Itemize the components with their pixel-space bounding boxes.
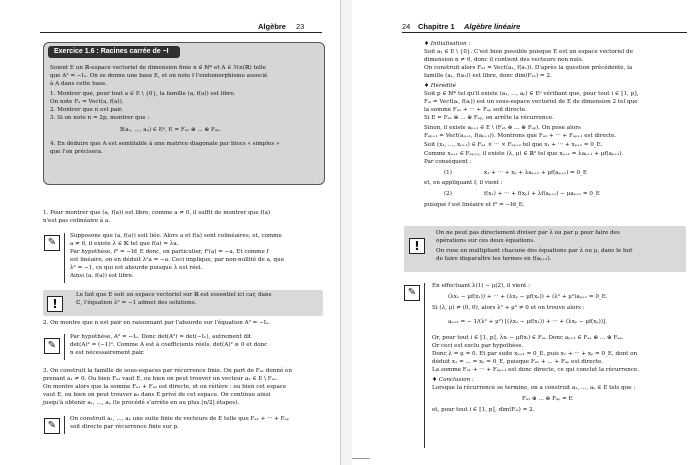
exercise-formula: ∃(a₁, ..., aₚ) ∈ Eᵖ, E = Fₐ₁ ⊕ ... ⊕ Fₐₚ. [120, 127, 222, 133]
right-header-title: Algèbre linéaire [464, 22, 521, 31]
page-bottom-mark [352, 458, 370, 459]
hered-line: Si E = Fₐ₁ ⊕ ... ⊕ Fₐₚ, on arrête la récurrence. [424, 115, 554, 121]
comment-bar [64, 233, 65, 283]
exercise-line: 4. En déduire que A est semblable à une matrice diagonale par blocs « simples » [50, 141, 280, 147]
left-page [0, 0, 340, 465]
answer-3-text: jusqu'à obtenir a₁, ..., aₚ (le procédé s'arrête en au plus ⌊n/2⌋ étapes). [43, 400, 240, 406]
calc-line: Donc λ = μ = 0. Et par suite xₚ₊₁ = 0_E, puis x₁ + ··· + xₚ = 0_E, dont on [432, 351, 638, 357]
comment-line: Ainsi (a, f(a)) est libre. [70, 273, 134, 279]
note-line: de faire disparaître les termes en f(aₚ₊₁). [436, 256, 552, 262]
equation-text: et, en appliquant f, il vient : [424, 180, 503, 186]
warning-icon: ! [47, 296, 63, 312]
equation-2: f(x₁) + ··· + f(xₚ) + λf(aₚ₊₁) − μaₚ₊₁ = 0_E [484, 191, 600, 197]
answer-3-text: prenant a₁ ≠ 0. Ou bien Fₐ₁ vaut E, ou bien on peut trouver un vecteur a₂ ∈ E \ Fₐ₁. [43, 376, 278, 382]
exercise-line: 2. Montrer que n est pair. [50, 107, 123, 113]
calc-line: déduit x₁ = ... = xₚ = 0_E, puisque Fₐ₁ + ... + Fₐₚ est directe. [432, 359, 604, 365]
init-label: ♦ Initialisation : [424, 41, 471, 47]
answer-1-text: n'est pas colinéaire à a. [43, 218, 111, 224]
answer-3-text: On montre alors que la somme Fₐ₁ + Fₐ₂ est directe, et on réitère : ou bien cet espace [43, 384, 287, 390]
hered-line: Soit (x₁, ..., xₚ₊₁) ∈ Fₐ₁ × ··· × Fₐₚ₊₁ tel que x₁ + ··· + xₚ₊₁ = 0_E. [424, 142, 603, 148]
calc-line: Si (λ, μ) ≠ (0, 0), alors λ² + μ² ≠ 0 et on trouve alors : [432, 305, 585, 311]
calc-line: La somme Fₐ₁ + ··· + Fₐₚ₊₁ est donc directe, ce qui conclut la récurrence. [432, 367, 640, 373]
equation-number: (2) [444, 191, 452, 197]
comment-line: a ≠ 0, il existe λ ∈ 𝕂 tel que f(a) = λa. [70, 241, 179, 247]
comment-line: λ² = −1, ce qui est absurde puisque λ est réel. [70, 265, 203, 271]
note-line: opérations sur ces deux équations. [436, 238, 535, 244]
equation-text: puisque f est linéaire et f² = −Id_E. [424, 202, 525, 208]
comment-bar [424, 283, 425, 448]
init-line: On construit alors Fₐ₁ = Vect(a₁, f(a₁)). D'après la question précédente, la [424, 65, 633, 71]
exercise-line: 1. Montrer que, pour tout a ∈ E \ {0}, la famille (a, f(a)) est libre. [50, 91, 236, 97]
exercise-line: à A dans cette base. [50, 81, 107, 87]
hered-line: Par conséquent : [424, 159, 472, 165]
init-line: famille (a₁, f(a₁)) est libre, donc dim(Fₐ₁) = 2. [424, 73, 552, 79]
hered-line: Sinon, il existe aₚ₊₁ ∈ E \ (Fₐ₁ ⊕ ... ⊕ Fₐₚ). On pose alors [424, 125, 581, 131]
concl-line: Lorsque la récurrence se termine, on a construit a₁, ..., aₚ ∈ E tels que : [432, 385, 636, 391]
equation-1: x₁ + ··· + xₚ + λaₚ₊₁ + μf(aₚ₊₁) = 0_E [484, 170, 587, 176]
calc-formula: aₚ₊₁ = − 1/(λ² + μ²) [(λx₁ − μf(x₁)) + ··· + (λxₚ − μf(xₚ))]. [448, 319, 607, 325]
hered-line: Comme xₚ₊₁ ∈ Fₐₚ₊₁, il existe (λ, μ) ∈ ℝ² tel que xₚ₊₁ = λaₚ₊₁ + μf(aₚ₊₁). [424, 151, 624, 157]
pencil-icon: ✎ [44, 235, 60, 251]
hered-label: ♦ Hérédité [424, 83, 456, 89]
hered-line: la somme Fₐ₁ + ··· + Fₐₚ soit directe. [424, 107, 527, 113]
hered-line: Soit p ∈ ℕ* tel qu'il existe (a₁, ..., aₚ) ∈ Eᵖ vérifiant que, pour tout i ∈ ⟦1, p⟧, [424, 91, 639, 97]
hered-line: Fₐₚ₊₁ = Vect(aₚ₊₁, f(aₚ₊₁)). Montrons que Fₐ₁ + ··· + Fₐₚ₊₁ est directe. [424, 133, 617, 139]
comment-line: Par hypothèse, A² = −Iₙ. Donc det(A²) = det(−Iₙ), autrement dit [70, 334, 252, 340]
left-header-rule [40, 32, 322, 33]
exercise-line: que A² = −Iₙ. On se donne une base E, et on note f l'endomorphisme associé [50, 73, 268, 79]
concl-formula: Fₐ₁ ⊕ ... ⊕ Fₐₚ = E [522, 396, 573, 402]
left-header-page: 23 [296, 22, 305, 31]
pencil-icon: ✎ [44, 418, 60, 434]
answer-1-text: 1. Pour montrer que (a, f(a)) est libre, comme a ≠ 0, il suffit de montrer que f(a) [43, 210, 271, 216]
pencil-icon: ✎ [44, 338, 60, 354]
comment-line: Par hypothèse, f² = −Id_E donc, en particulier, f²(a) = −a. Et comme f [70, 249, 269, 255]
calc-formula: (λx₁ − μf(x₁)) + ··· + (λxₚ − μf(xₚ)) + (λ² + μ²)aₚ₊₁ = 0_E. [448, 294, 608, 300]
equation-number: (1) [444, 170, 452, 176]
init-line: dimension n ≠ 0, donc il contient des vecteurs non nuls. [424, 57, 584, 63]
exercise-line: Soient E un ℝ-espace vectoriel de dimension finie n ∈ ℕ* et A ∈ ℳn(ℝ) telle [50, 65, 266, 71]
answer-2-text: 2. On montre que n est pair en raisonnant par l'absurde sur l'équation A² = −Iₙ. [43, 320, 271, 326]
comment-line: On construit a₁, ..., aₚ une suite finie de vecteurs de E telle que Fₐ₁ + ··· + Fₐₚ [70, 416, 289, 422]
comment-line: est linéaire, on en déduit λ²a = −a. Ceci implique, par non-nullité de a, que [70, 257, 285, 263]
answer-3-text: vaut E, ou bien on peut trouver a₃ dans E privé de cet espace. On continue ainsi [43, 392, 271, 398]
calc-line: Or ceci est exclu par hypothèse. [432, 343, 524, 349]
note-line: On ne peut pas directement diviser par λ ou par μ pour faire des [436, 230, 620, 236]
comment-line: soit directe par récurrence finie sur p. [70, 424, 179, 430]
hered-line: Fₐᵢ = Vect(aᵢ, f(aᵢ)) est un sous-espace vectoriel de E de dimension 2 tel que [424, 99, 638, 105]
init-line: Soit a₁ ∈ E \ {0}. C'est bien possible puisque E est un espace vectoriel de [424, 49, 634, 55]
note-line: Le fait que E soit un espace vectoriel sur ℝ est essentiel ici car, dans [76, 292, 272, 298]
exercise-line: On note Fₐ = Vect(a, f(a)). [50, 99, 124, 105]
comment-bar [64, 334, 65, 360]
right-header-chapter: Chapitre 1 [418, 22, 455, 31]
right-page [352, 0, 700, 465]
warning-icon: ! [409, 238, 425, 254]
calc-line: En effectuant λ(1) − μ(2), il vient : [432, 283, 530, 289]
exercise-line: que l'on précisera. [50, 149, 103, 155]
comment-line: Supposons que (a, f(a)) soit liée. Alors a et f(a) sont colinéaires, et, comme [70, 233, 282, 239]
pencil-icon: ✎ [404, 285, 420, 301]
comment-line: n est nécessairement pair. [70, 350, 145, 356]
note-line: On ruse en multipliant chacune des équations par λ ou μ, dans le but [436, 248, 633, 254]
exercise-title: Exercice 1.6 : Racines carrée de −I [48, 46, 180, 58]
concl-line: et, pour tout i ∈ ⟦1, p⟧, dim(Fₐᵢ) = 2. [432, 407, 535, 413]
answer-3-text: 3. On construit la famille de sous-espaces par récurrence finie. On part de Fₐ₁ donné en [43, 368, 292, 374]
right-header-rule [402, 32, 687, 33]
comment-bar [64, 416, 65, 434]
left-header-title: Algèbre [258, 22, 286, 31]
calc-line: Or, pour tout i ∈ ⟦1, p⟧, λxᵢ − μf(xᵢ) ∈ Fₐᵢ. Donc aₚ₊₁ ∈ Fₐ₁ ⊕ ... ⊕ Fₐₚ. [432, 335, 624, 341]
right-header-page: 24 [402, 22, 411, 31]
note-line: ℂ, l'équation λ² = −1 admet des solutions. [76, 300, 197, 306]
comment-line: det(A)² = (−1)ⁿ. Comme A est à coefficients réels, det(A)² ≥ 0 et donc [70, 342, 268, 348]
exercise-line: 3. Si on note n = 2p, montrer que : [50, 115, 150, 121]
concl-label: ♦ Conclusion : [432, 377, 474, 383]
